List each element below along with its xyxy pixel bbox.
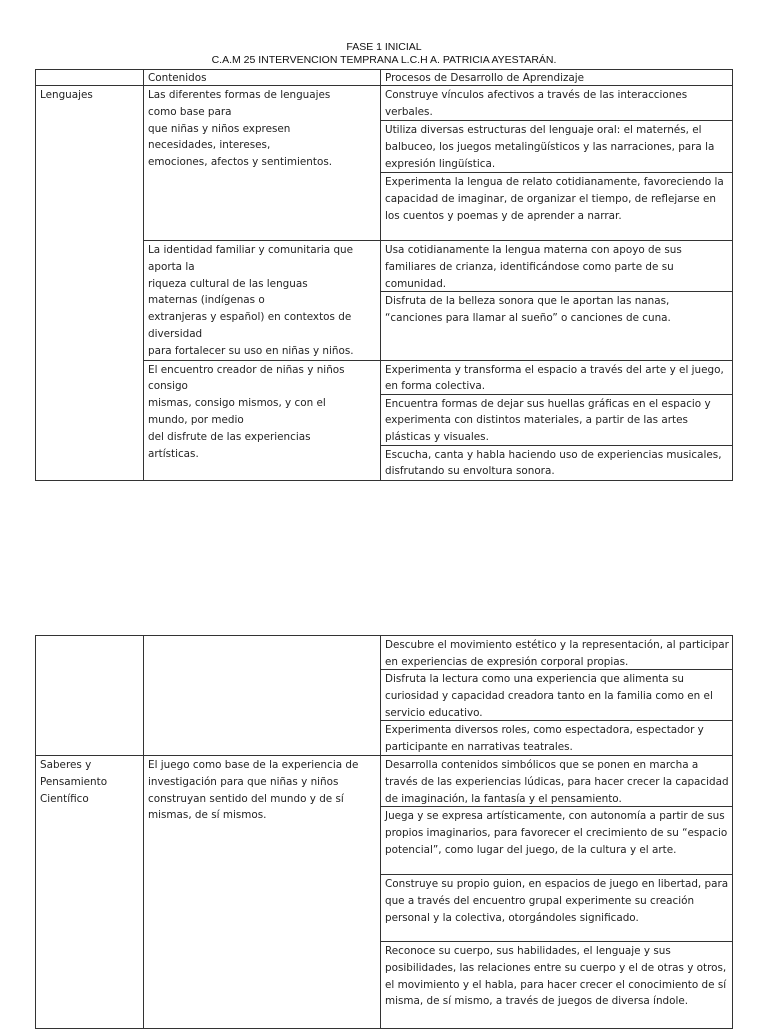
contenido-line: extranjeras y español) en contextos de (148, 311, 352, 324)
contenido-line: aporta la (148, 260, 195, 273)
proceso-item: Escucha, canta y habla haciendo uso de experiencias musicales, disfrutando su envoltura sonora. (385, 448, 722, 478)
header-cell-contenidos: Contenidos (144, 70, 381, 86)
campo-cell: Saberes y Pensamiento Científico (36, 756, 144, 1029)
contenido-line: necesidades, intereses, (148, 139, 271, 152)
table-header-row (36, 70, 733, 86)
header-cell-campo (36, 70, 144, 86)
contenido-line: consigo (148, 380, 188, 393)
contenido-line: La identidad familiar y comunitaria que (148, 244, 354, 256)
proceso-item: Construye vínculos afectivos a través de las interacciones verbales. (381, 86, 732, 121)
proceso-item: Disfruta de la belleza sonora que le aportan las nanas, “canciones para llamar al sueño” o canciones de cuna. (385, 295, 671, 324)
contenido-line: que niñas y niños expresen (148, 122, 291, 135)
curriculum-table-page2 (35, 635, 733, 1029)
contenido-line: diversidad (148, 327, 203, 340)
procesos-cell (381, 86, 733, 241)
contenido-cell-empty (144, 636, 381, 756)
table-row (36, 636, 733, 756)
contenido-line: El encuentro creador de niñas y niños (148, 363, 345, 376)
proceso-item: Utiliza diversas estructuras del lenguaje oral: el maternés, el balbuceo, los juegos metalingüísticos y las narraciones, para la expresión lingüística. (381, 121, 732, 173)
contenido-line: como base para (148, 105, 232, 118)
contenido-line: artísticas. (148, 447, 199, 460)
contenido-line: riqueza cultural de las lenguas (148, 277, 308, 290)
proceso-item: Desarrolla contenidos simbólicos que se ponen en marcha a través de las experiencias lúdicas, para hacer crecer la capacidad de imaginación, la fantasía y el pensamiento. (381, 756, 732, 807)
proceso-item: Construye su propio guion, en espacios de juego en libertad, para que a través del encuentro grupal experimente su creación personal y la colectiva, otorgándoles significado. (381, 875, 732, 942)
procesos-cell (381, 756, 733, 1029)
table-row (36, 756, 733, 1029)
campo-cell-empty (36, 636, 144, 756)
proceso-item: Reconoce su cuerpo, sus habilidades, el lenguaje y sus posibilidades, las relaciones entre su cuerpo y el de otras y otros, el movimiento y el habla, para hacer crecer el conocimiento de sí misma, de sí mismo, a través de juegos de diversa índole. (385, 945, 727, 1008)
contenido-cell: El juego como base de la experiencia de investigación para que niñas y niños construyan sentido del mundo y de sí mismas, de sí mismos. (144, 756, 381, 1029)
contenido-line: mundo, por medio (148, 413, 244, 426)
contenido-line: para fortalecer su uso en niñas y niños. (148, 344, 354, 357)
procesos-cell (381, 241, 733, 361)
document-subtitle: C.A.M 25 INTERVENCION TEMPRANA L.C.H A. PATRICIA AYESTARÁN. (211, 54, 557, 66)
proceso-item: Juega y se expresa artísticamente, con autonomía a partir de sus propios imaginarios, para favorecer el crecimiento de su “espacio potencial”, como lugar del juego, de la cultura y el arte. (381, 807, 732, 875)
procesos-cell (381, 360, 733, 480)
header-cell-procesos: Procesos de Desarrollo de Aprendizaje (381, 70, 733, 86)
contenido-cell (144, 360, 381, 480)
contenido-cell (144, 241, 381, 361)
proceso-item: Disfruta la lectura como una experiencia que alimenta su curiosidad y capacidad creadora tanto en la familia como en el servicio educativo. (381, 670, 732, 721)
contenido-line: del disfrute de las experiencias (148, 430, 311, 443)
proceso-item: Usa cotidianamente la lengua materna con apoyo de sus familiares de crianza, identificándose como parte de su comunidad. (381, 241, 732, 292)
curriculum-table-page1 (35, 69, 733, 481)
contenido-line: Las diferentes formas de lenguajes (148, 89, 331, 101)
contenido-line: emociones, afectos y sentimientos. (148, 156, 333, 169)
campo-cell: Lenguajes (36, 86, 144, 481)
contenido-cell (144, 86, 381, 241)
proceso-item: Experimenta y transforma el espacio a través del arte y el juego, en forma colectiva. (381, 361, 732, 395)
proceso-item: Experimenta diversos roles, como espectadora, espectador y participante en narrativas teatrales. (385, 724, 704, 753)
contenido-line: maternas (indígenas o (148, 294, 265, 307)
proceso-item: Experimenta la lengua de relato cotidianamente, favoreciendo la capacidad de imaginar, de organizar el tiempo, de reflejarse en los cuentos y poemas y de aprender a narrar. (385, 176, 724, 222)
proceso-item: Descubre el movimiento estético y la representación, al participar en experiencias de expresión corporal propias. (381, 636, 732, 670)
contenido-line: mismas, consigo mismos, y con el (148, 397, 326, 410)
procesos-cell (381, 636, 733, 756)
proceso-item: Encuentra formas de dejar sus huellas gráficas en el espacio y experimenta con distintos materiales, a partir de las artes plásticas y visuales. (381, 395, 732, 446)
table-row (36, 86, 733, 241)
document-title: FASE 1 INICIAL (346, 41, 422, 53)
